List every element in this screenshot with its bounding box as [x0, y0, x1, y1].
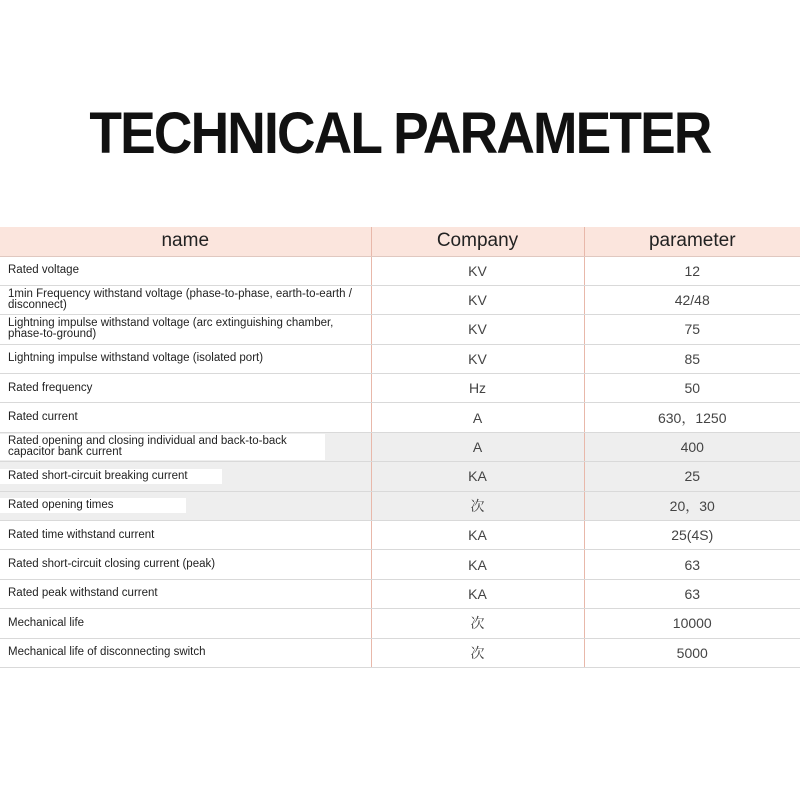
row-unit: KA [371, 550, 584, 579]
row-name: Rated time withstand current [0, 521, 371, 550]
table-body [0, 256, 800, 667]
row-name-text: Rated opening and closing individual and back-to-back capacitor bank current [0, 434, 325, 460]
table-header [0, 227, 800, 256]
row-unit: A [371, 403, 584, 432]
row-name: Lightning impulse withstand voltage (isolated port) [0, 344, 371, 373]
table-row [0, 491, 800, 520]
row-name: Rated short-circuit closing current (peak) [0, 550, 371, 579]
row-value: 25 [584, 462, 800, 491]
row-value: 63 [584, 550, 800, 579]
row-unit: KV [371, 315, 584, 344]
row-value: 25(4S) [584, 521, 800, 550]
header-name: name [0, 227, 371, 256]
table-row [0, 256, 800, 285]
row-value: 400 [584, 432, 800, 461]
table-row [0, 285, 800, 314]
row-unit: A [371, 432, 584, 461]
table-row [0, 315, 800, 344]
row-value: 630，1250 [584, 403, 800, 432]
row-name: Rated frequency [0, 374, 371, 403]
row-name [0, 462, 371, 491]
row-unit: KA [371, 521, 584, 550]
row-name-text: Rated short-circuit breaking current [0, 469, 222, 484]
row-value: 12 [584, 256, 800, 285]
row-unit: 次 [371, 491, 584, 520]
row-unit: KV [371, 285, 584, 314]
row-name: Rated peak withstand current [0, 579, 371, 608]
table-row [0, 609, 800, 638]
row-unit: KA [371, 462, 584, 491]
table-row [0, 579, 800, 608]
row-value: 42/48 [584, 285, 800, 314]
table-row [0, 550, 800, 579]
row-value: 85 [584, 344, 800, 373]
header-company: Company [371, 227, 584, 256]
parameter-table [0, 227, 800, 668]
row-unit: KV [371, 256, 584, 285]
row-value: 5000 [584, 638, 800, 667]
page-title: TECHNICAL PARAMETER [89, 101, 711, 166]
table-row [0, 432, 800, 461]
row-value: 75 [584, 315, 800, 344]
row-value: 10000 [584, 609, 800, 638]
row-name: Mechanical life of disconnecting switch [0, 638, 371, 667]
row-name [0, 491, 371, 520]
row-name: Mechanical life [0, 609, 371, 638]
header-parameter: parameter [584, 227, 800, 256]
row-unit: 次 [371, 609, 584, 638]
table-row [0, 638, 800, 667]
row-unit: Hz [371, 374, 584, 403]
row-name: Lightning impulse withstand voltage (arc extinguishing chamber, phase-to-ground) [0, 315, 371, 344]
row-name: 1min Frequency withstand voltage (phase-to-phase, earth-to-earth / disconnect) [0, 285, 371, 314]
row-unit: 次 [371, 638, 584, 667]
row-unit: KV [371, 344, 584, 373]
table-row [0, 521, 800, 550]
row-name: Rated current [0, 403, 371, 432]
table-row [0, 462, 800, 491]
row-value: 63 [584, 579, 800, 608]
table-header-row [0, 227, 800, 256]
row-value: 20，30 [584, 491, 800, 520]
row-name [0, 432, 371, 461]
table-row [0, 403, 800, 432]
table-row [0, 344, 800, 373]
row-name-text: Rated opening times [0, 498, 186, 513]
row-name: Rated voltage [0, 256, 371, 285]
row-unit: KA [371, 579, 584, 608]
row-value: 50 [584, 374, 800, 403]
table-row [0, 374, 800, 403]
